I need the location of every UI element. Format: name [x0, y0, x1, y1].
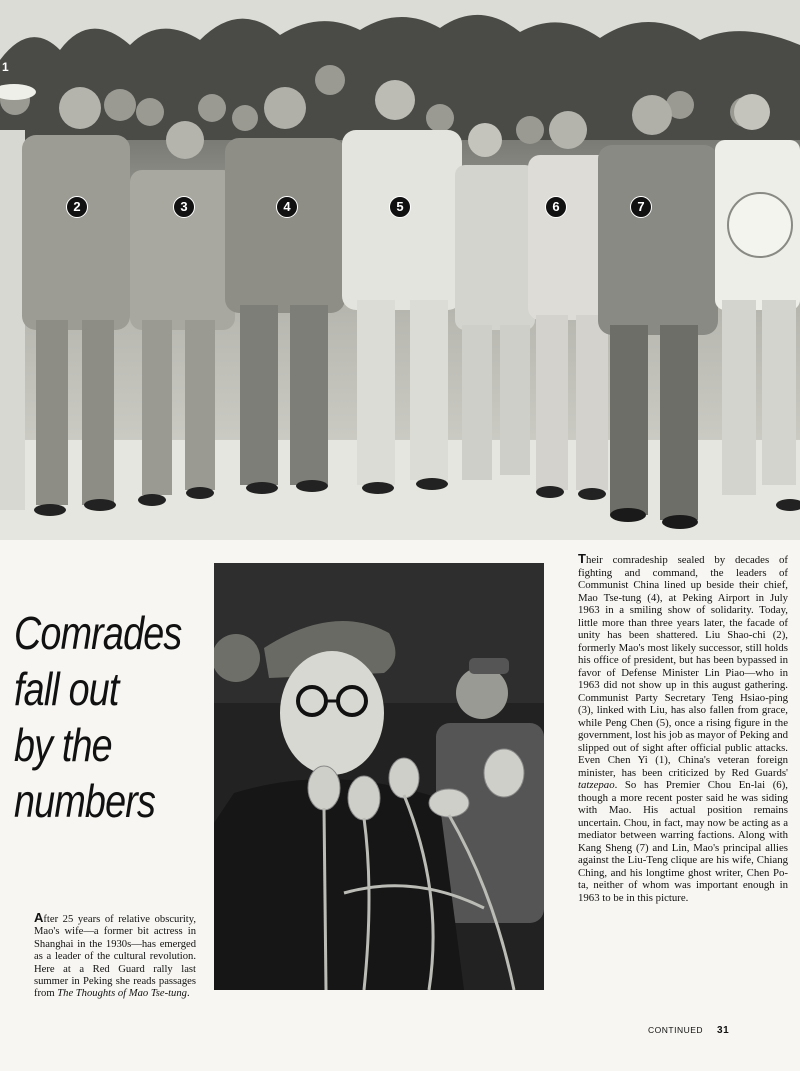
headline-line-1: Comrades	[14, 607, 182, 659]
figure-label-1: 1	[2, 60, 9, 74]
figure-label-7: 7	[630, 196, 652, 218]
rally-photo-illustration	[214, 563, 544, 990]
caption-end: .	[186, 988, 190, 1000]
photo-caption	[34, 912, 196, 1001]
headline	[14, 605, 182, 829]
figure-label-2: 2	[66, 196, 88, 218]
body-dropcap: T	[578, 551, 586, 566]
figure-label-6: 6	[545, 196, 567, 218]
headline-line-2: fall out	[14, 663, 119, 715]
headline-line-3: by the	[14, 719, 112, 771]
caption-book-title: The Thoughts of Mao Tse-tung	[57, 988, 187, 1000]
caption-dropcap: A	[34, 910, 44, 925]
rally-photo	[214, 563, 544, 990]
body-italic-term: tatzepao	[578, 779, 615, 791]
page-number: 31	[717, 1025, 730, 1036]
continued-label: CONTINUED	[648, 1025, 704, 1035]
figure-label-4: 4	[276, 196, 298, 218]
article-body	[578, 553, 788, 904]
body-text-part-1: heir comradeship sealed by decades of fighting and command, the leaders of Communist China lined up beside their chief, Mao Tse-tung (4), at Peking Airport in July 1963 in a smiling show of solidarity. Today, little more than three years later, the facade of unity has been shattered. Liu Shao-chi (2), formerly Mao's most likely successor, still holds his office of president, but has been bypassed in favor of Defense Minister Lin Piao—who in 1963 did not show up in this august gathering. Communist Party Secretary Teng Hsiao-ping (3), linked with Liu, has also fallen from grace, while Peng Chen (5), once a rising figure in the government, lost his job as mayor of Peking and slipped out of sight after official public attacks. Even Chen Yi (1), China's veteran foreign minister, has been criticized by Red Guards'	[578, 554, 788, 779]
body-text-part-2: . So has Premier Chou En-lai (6), though a more recent poster said he was siding with Mao. His actual position remains uncertain. Chou, in fact, may now be acting as a mediator between warring factions. Along with Kang Sheng (7) and Lin, Mao's principal allies against the Liu-Teng clique are his wife, Chiang Ching, and his longtime ghost writer, Chen Po-ta, neither of whom was important enough in 1963 to be in this picture.	[578, 779, 788, 904]
page-footer	[648, 1025, 798, 1036]
figure-label-3: 3	[173, 196, 195, 218]
headline-line-4: numbers	[14, 775, 156, 827]
caption-text: fter 25 years of relative obscurity, Mao's wife—a former bit actress in Shanghai in the 1930s—has emerged as a leader of the cultural revolution. Here at a Red Guard rally last summer in Peking she reads passages from	[34, 914, 196, 1000]
figure-label-5: 5	[389, 196, 411, 218]
